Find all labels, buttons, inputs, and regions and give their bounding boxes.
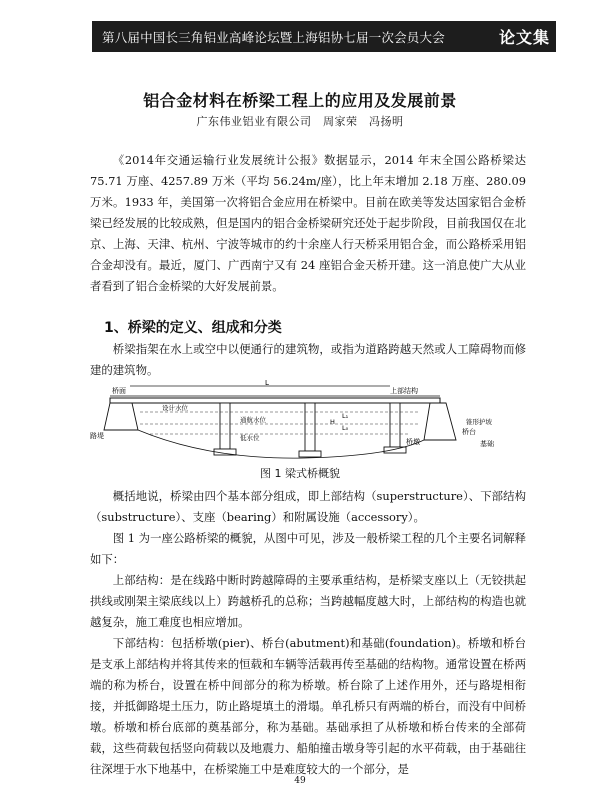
pier-3-footing bbox=[384, 447, 406, 453]
superstructure-paragraph: 上部结构：是在线路中断时跨越障碍的主要承重结构，是桥梁支座以上（无铰拱起拱线或刚架主梁底线以上）跨越桥孔的总称；当跨越幅度越大时，上部结构的构造也就越复杂，施工难度也相应增加。 bbox=[90, 573, 526, 629]
low-water-label: 低水位 bbox=[240, 434, 260, 442]
navigable-water-label: 通航水位 bbox=[240, 416, 266, 424]
foundation-label: 基础 bbox=[480, 440, 494, 448]
abutment-label: 桥台 bbox=[462, 428, 476, 436]
pier-1 bbox=[220, 403, 230, 449]
left-embankment-label: 路堤 bbox=[90, 432, 104, 440]
bridge-diagram bbox=[90, 380, 530, 462]
substructure-paragraph: 下部结构：包括桥墩(pier)、桥台(abutment)和基础(foundation)。桥墩和桥台是支承上部结构并将其传来的恒载和车辆等活载再传至基础的结构物。通常设置在桥两端的称为桥台，设置在桥中间部分的称为桥墩。桥台除了上述作用外，还与路堤相衔接，并抵御路堤土压力，防止路堤填土的滑塌。单孔桥只有两端的桥台，而没有中间桥墩。桥墩和桥台底部的奠基部分，称为基础。基础承担了从桥墩和桥台传来的全部荷载，这些荷载包括竖向荷载以及地震力、船舶撞击墩身等引起的水平荷载，由于基础往往深埋于水下地基中，在桥梁施工中是难度较大的一个部分，是 bbox=[90, 636, 526, 776]
article-title: 铝合金材料在桥梁工程上的应用及发展前景 bbox=[143, 91, 457, 110]
header-banner bbox=[92, 21, 556, 52]
design-water-label: 设计水位 bbox=[162, 404, 188, 412]
pier-label: 桥墩 bbox=[406, 438, 420, 446]
right-abutment bbox=[424, 403, 456, 440]
pier-2-footing bbox=[299, 451, 321, 457]
definition-paragraph: 桥梁指架在水上或空中以便通行的建筑物，或指为道路跨越天然或人工障碍物而修建的建筑物。 bbox=[90, 342, 526, 377]
proceedings-tag: 论文集 bbox=[498, 28, 550, 47]
intro-paragraph: 《2014年交通运输行业发展统计公报》数据显示，2014 年末全国公路桥梁达 75.71 万座、4257.89 万米（平均 56.24m/座），比上年末增加 2.18 万座、280.09 万米。1933 年，美国第一次将铝合金应用在桥梁中。目前在欧美等发达国家铝合金桥梁已经发展的比较成熟，但是国内的铝合金桥梁研究还处于起步阶段，目前我国仅在北京、上海、天津、杭州、宁波等城市的约十余座人行天桥采用铝合金，而公路桥采用铝合金却没有。最近，厦门、广西南宁又有 24 座铝合金天桥开建。这一消息使广大从业者看到了铝合金桥梁的大好发展前景。 bbox=[90, 153, 526, 293]
deck-label: 桥面 bbox=[112, 387, 126, 395]
l0-label: L₀ bbox=[342, 424, 349, 432]
page-number: 49 bbox=[294, 776, 306, 786]
pier-3 bbox=[390, 403, 400, 447]
l1-label: L₁ bbox=[342, 412, 349, 420]
figure-intro-paragraph: 图 1 为一座公路桥梁的概貌，从图中可见，涉及一般桥梁工程的几个主要名词解释如下： bbox=[90, 531, 526, 566]
figure-caption: 图 1 梁式桥概貌 bbox=[260, 467, 340, 480]
conference-title: 第八届中国长三角铝业高峰论坛暨上海铝协七届一次会员大会 bbox=[102, 29, 445, 45]
overview-paragraph: 概括地说，桥梁由四个基本部分组成，即上部结构（superstructure）、下部结构（substructure）、支座（bearing）和附属设施（accessory）。 bbox=[90, 489, 526, 524]
span-label: L bbox=[265, 380, 269, 387]
pier-2 bbox=[305, 403, 315, 451]
superstructure-label: 上部结构 bbox=[390, 387, 418, 395]
left-abutment bbox=[104, 403, 138, 430]
section-heading: 1、桥梁的定义、组成和分类 bbox=[104, 320, 282, 336]
bridge-deck bbox=[110, 398, 440, 403]
h-label: H bbox=[330, 418, 335, 426]
article-authors: 广东伟业铝业有限公司 周家荣 冯扬明 bbox=[196, 115, 404, 128]
embankment-label: 锥形护坡 bbox=[466, 418, 492, 426]
